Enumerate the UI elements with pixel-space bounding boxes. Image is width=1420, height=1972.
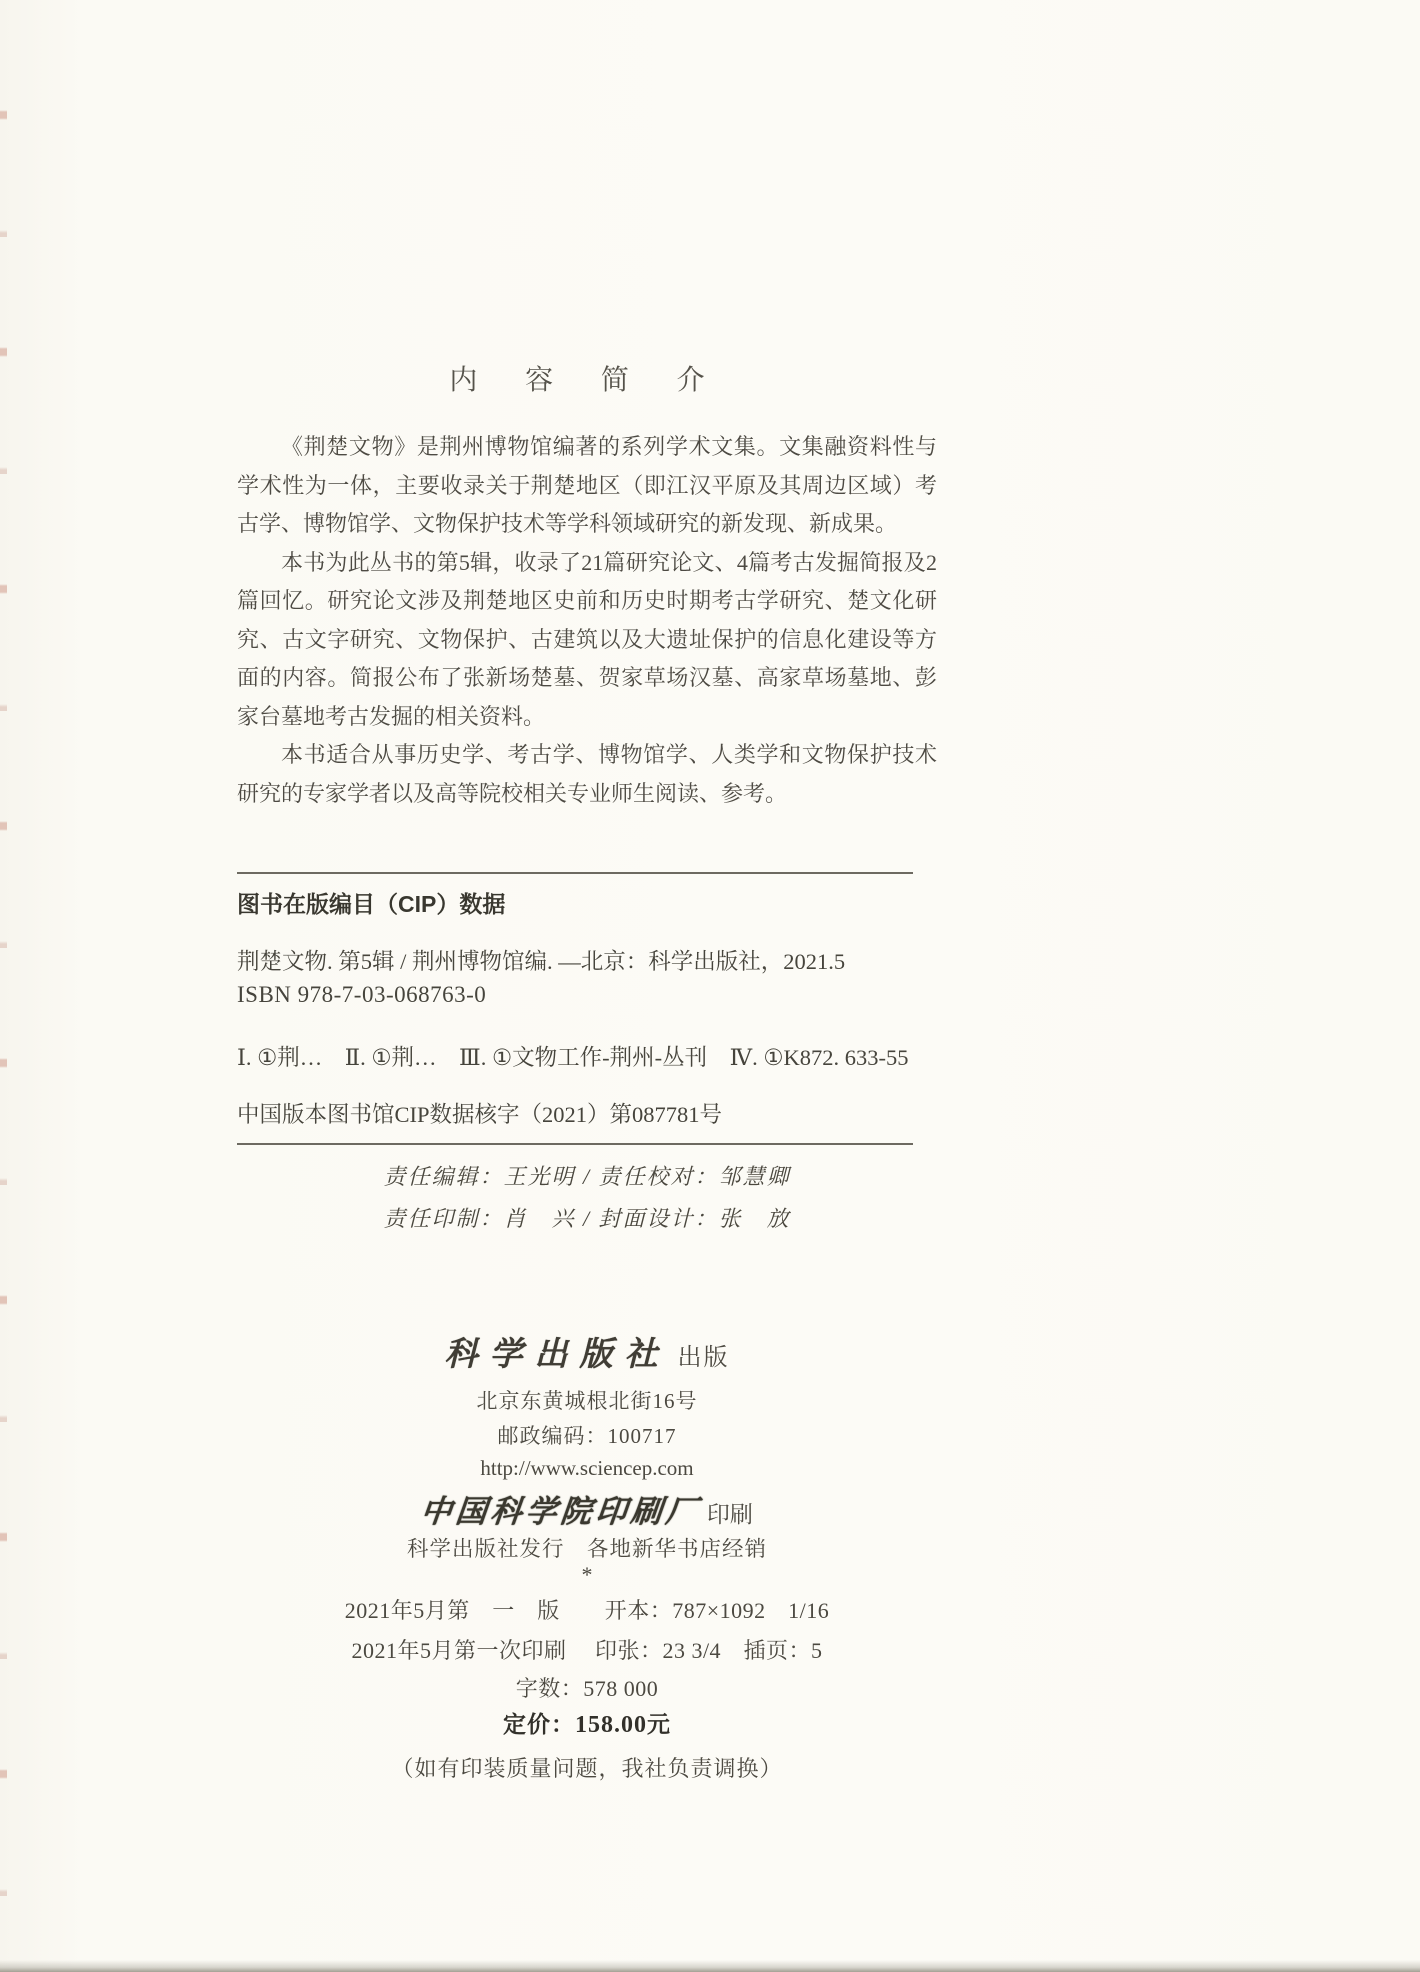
intro-paragraph: 本书适合从事历史学、考古学、博物馆学、人类学和文物保护技术研究的专家学者以及高等院校相关专业师生阅读、参考。 [237,742,937,806]
publisher-website: http://www.sciencep.com [480,1456,694,1480]
quality-notice: （如有印装质量问题，我社负责调换） [391,1756,783,1781]
editorial-credits-line2: 责任印制：肖 兴 / 封面设计：张 放 [383,1206,791,1231]
printer-imprint-line [237,1486,937,1531]
cip-classification: Ⅰ. ①荆… Ⅱ. ①荆… Ⅲ. ①文物工作-荆州-丛刊 Ⅳ. ①K872. 633-55 [237,1045,909,1070]
wordcount-line: 字数：578 000 [515,1676,659,1701]
cip-title-line: 荆楚文物. 第5辑 / 荆州博物馆编. —北京：科学出版社，2021.5 [237,949,846,974]
impression-line: 2021年5月第一次印刷 印张：23 3/4 插页：5 [351,1638,823,1663]
price-label: 定价： [503,1712,575,1737]
price-value: 158.00 [575,1712,647,1738]
cip-box-top-rule [237,872,913,874]
content-introduction [237,428,937,813]
price-unit: 元 [647,1712,671,1737]
publisher-imprint-line [237,1328,937,1375]
publish-suffix: 出版 [669,1345,730,1371]
publisher-address: 北京东黄城根北街16号 [476,1389,698,1413]
distribution-line: 科学出版社发行 各地新华书店经销 [406,1537,767,1561]
printer-suffix: 印刷 [701,1502,753,1527]
cip-isbn: ISBN 978-7-03-068763-0 [237,982,487,1007]
scan-bottom-edge-artifact [0,1960,1420,1972]
publisher-postcode: 邮政编码：100717 [497,1424,677,1448]
publisher-logotype: 科学出版社 [444,1337,670,1373]
section-separator-asterisk: * [581,1562,593,1587]
printer-logotype: 中国科学院印刷厂 [418,1494,703,1529]
editorial-credits-line1: 责任编辑：王光明 / 责任校对：邹慧卿 [383,1164,791,1189]
page-title: 内 容 简 介 [449,364,725,395]
intro-paragraph: 《荆楚文物》是荆州博物馆编著的系列学术文集。文集融资料性与学术性为一体，主要收录关于荆楚地区（即江汉平原及其周边区域）考古学、博物馆学、文物保护技术等学科领域研究的新发现、新成果。 [237,434,937,536]
cip-heading: 图书在版编目（CIP）数据 [237,891,506,917]
cip-box-bottom-rule [237,1143,913,1145]
price-line [237,1706,937,1739]
intro-paragraph: 本书为此丛书的第5辑，收录了21篇研究论文、4篇考古发掘简报及2篇回忆。研究论文涉及荆楚地区史前和历史时期考古学研究、楚文化研究、古文字研究、文物保护、古建筑以及大遗址保护的信息化建设等方面的内容。简报公布了张新场楚墓、贺家草场汉墓、高家草场墓地、彭家台墓地考古发掘的相关资料。 [237,549,937,729]
scan-left-edge-artifact [0,0,7,1972]
edition-line: 2021年5月第 一 版 开本：787×1092 1/16 [344,1598,830,1623]
cip-registry-number: 中国版本图书馆CIP数据核字（2021）第087781号 [237,1102,723,1127]
